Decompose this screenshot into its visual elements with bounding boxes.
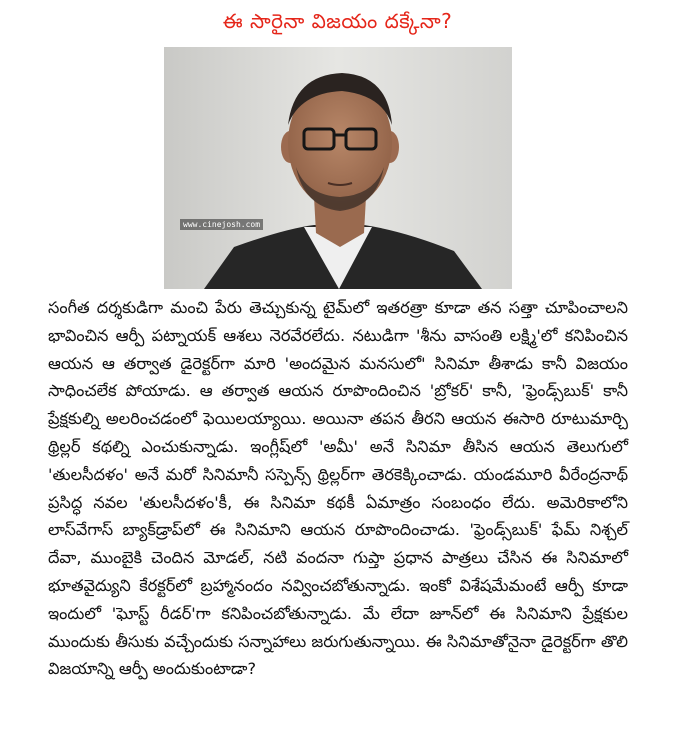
article-photo bbox=[164, 47, 512, 289]
article-title: ఈ సారైనా విజయం దక్కేనా? bbox=[222, 9, 453, 33]
article-body: సంగీత దర్శకుడిగా మంచి పేరు తెచ్చుకున్న టైమ్‌లో ఇతరత్రా కూడా తన సత్తా చూపించాలని భావించిన ఆర్పీ పట్నాయక్‌ ఆశలు నెరవేరలేదు. నటుడిగా 'శీను వాసంతి లక్ష్మి'లో కనిపించిన ఆయన ఆ తర్వాత డైరెక్టర్‌గా మారి 'అందమైన మనసులో' సినిమా తీశాడు కానీ విజయం సాధించలేక పోయాడు. ఆ తర్వాత ఆయన రూపొందించిన 'బ్రోకర్‌' కానీ, 'ఫ్రెండ్స్‌బుక్‌' కానీ ప్రేక్షకుల్ని అలరించడంలో ఫెయిలయ్యాయి. అయినా తపన తీరని ఆయన ఈసారి రూటుమార్చి థ్రిల్లర్‌ కథల్ని ఎంచుకున్నాడు. ఇంగ్లీష్‌లో 'అమీ' అనే సినిమా తీసిన ఆయన తెలుగులో 'తులసీదళం' అనే మరో సినిమానీ సస్పెన్స్‌ థ్రిల్లర్‌గా తెరకెక్కించాడు. యండమూరి వీరేంద్రనాథ్‌ ప్రసిద్ధ నవల 'తులసీదళం'కీ, ఈ సినిమా కథకీ ఏమాత్రం సంబంధం లేదు. అమెరికాలోని లాస్‌వేగాస్‌ బ్యాక్‌డ్రాప్‌లో ఈ సినిమాని ఆయన రూపొందించాడు. 'ఫ్రెండ్స్‌బుక్‌' ఫేమ్‌ నిశ్చల్‌ దేవా, ముంబైకి చెందిన మోడల్‌, నటి వందనా గుప్తా ప్రధాన పాత్రలు చేసిన ఈ సినిమాలో భూతవైద్యుని కేరక్టర్‌లో బ్రహ్మానందం నవ్వించబోతున్నాడు. ఇంకో విశేషమేమంటే ఆర్పీ కూడా ఇందులో 'ఘోస్ట్‌ రీడర్‌'గా కనిపించబోతున్నాడు. మే లేదా జూన్‌లో ఈ సినిమాని ప్రేక్షకుల ముందుకు తీసుకు వచ్చేందుకు సన్నాహాలు జరుగుతున్నాయి. ఈ సినిమాతోనైనా డైరెక్టర్‌గా తొలి విజయాన్ని ఆర్పీ అందుకుంటాడా? bbox=[48, 298, 628, 679]
photo-watermark: www.cinejosh.com bbox=[180, 219, 263, 230]
